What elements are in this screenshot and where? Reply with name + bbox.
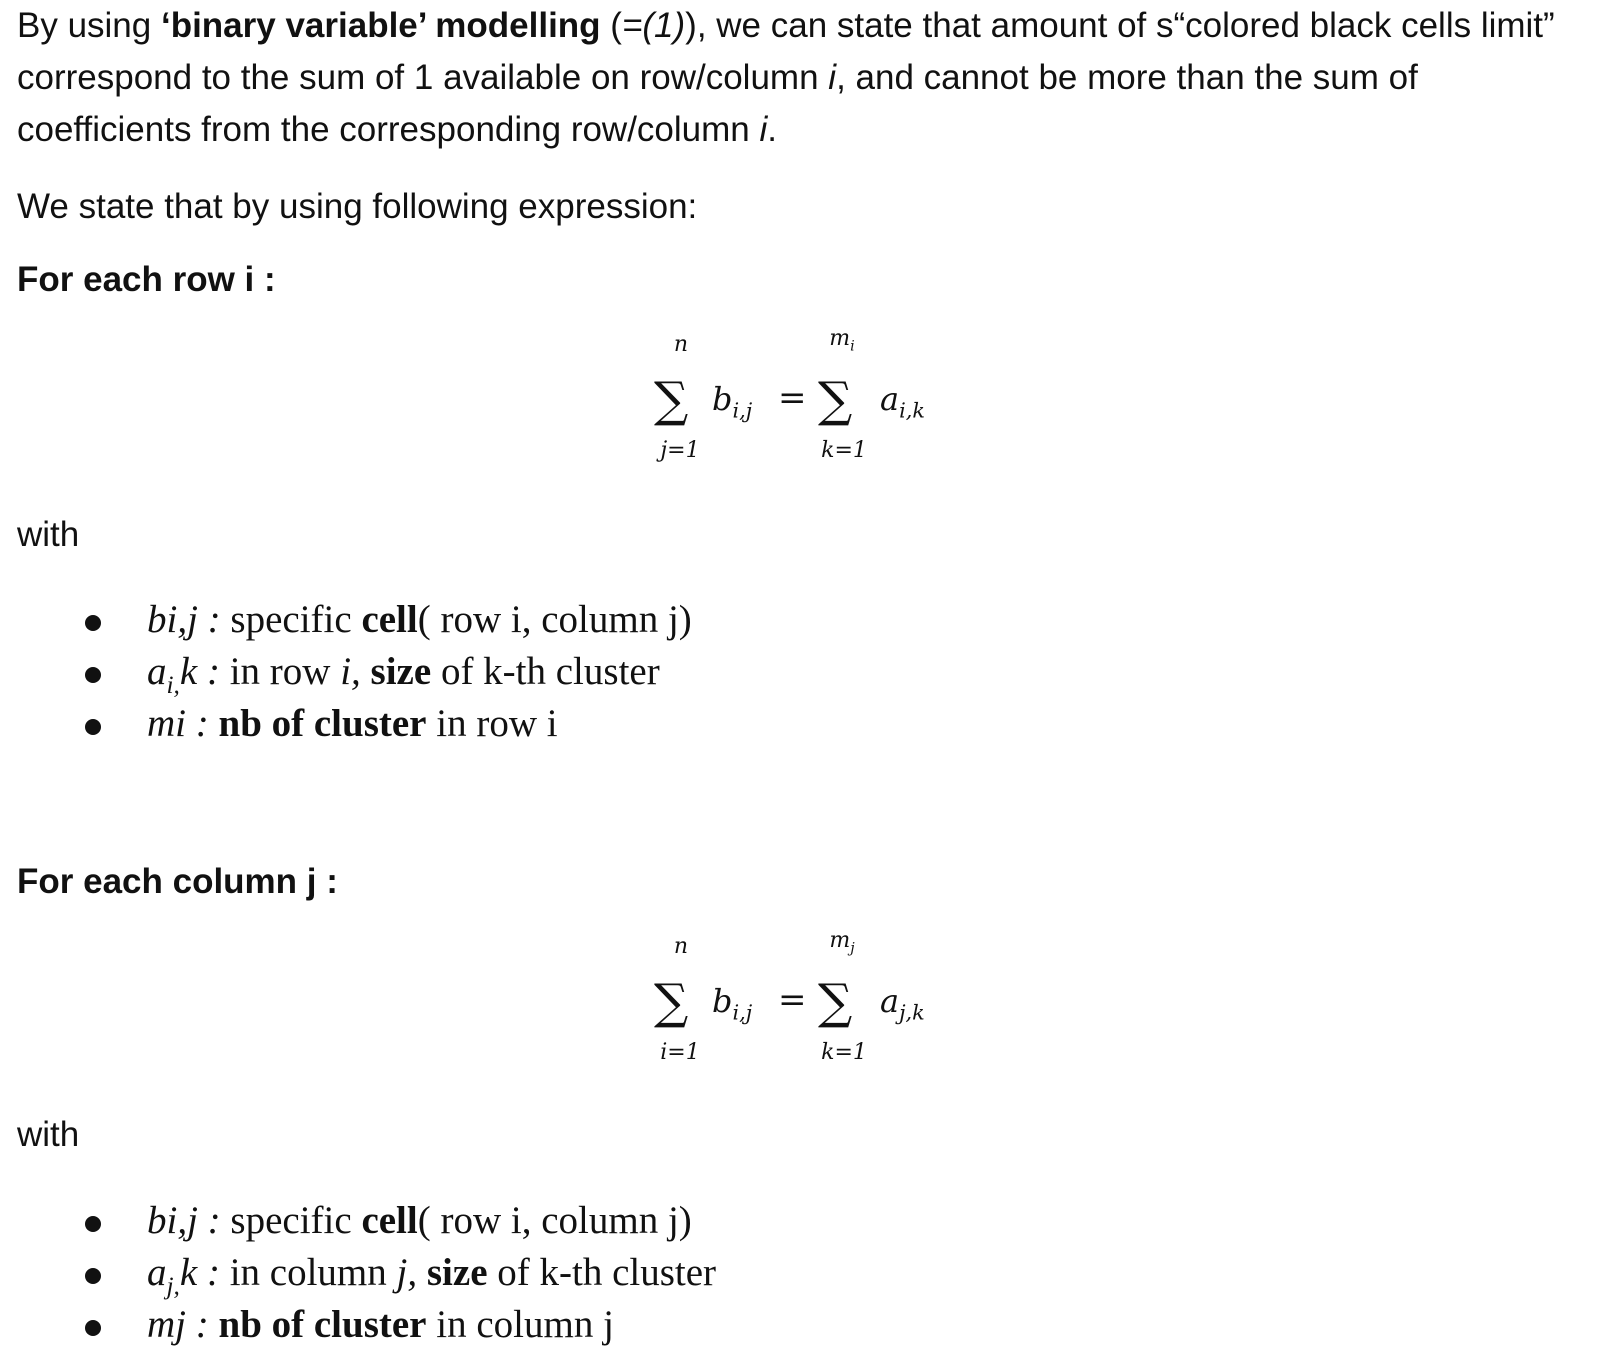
- list-item: [0, 646, 692, 698]
- rhs-term: [880, 982, 925, 1024]
- lhs-sum-upper-limit: n: [673, 934, 689, 959]
- row-definitions-list: [0, 594, 692, 750]
- def-symbol-rest: k :: [179, 650, 220, 693]
- rhs-subscript: j,k: [899, 1000, 925, 1025]
- def-text: specific: [220, 598, 362, 641]
- intro-ref: =(1): [621, 6, 686, 45]
- rhs-variable: a: [880, 380, 900, 418]
- def-text: ( row i, column j): [417, 1199, 692, 1242]
- column-definitions-list: [0, 1195, 716, 1351]
- rhs-sum-lower-limit: k=1: [821, 1040, 867, 1065]
- lhs-sum-lower-limit: j=1: [660, 438, 700, 463]
- def-text: of k-th cluster: [487, 1251, 717, 1294]
- sigma-symbol: ∑: [818, 974, 853, 1030]
- list-item: [0, 1195, 716, 1247]
- def-bold: cell: [361, 1199, 418, 1242]
- intro-var: i: [759, 110, 768, 149]
- with-label: with: [17, 515, 80, 554]
- def-symbol: bi,j :: [147, 598, 221, 641]
- def-bold: size: [360, 650, 432, 693]
- intro-paragraph: [17, 0, 1555, 156]
- list-item: [0, 698, 692, 750]
- def-italic: i,: [340, 650, 361, 693]
- lhs-sum-lower-limit: i=1: [660, 1040, 700, 1065]
- sigma-symbol: ∑: [818, 372, 853, 428]
- def-symbol-base: a: [147, 650, 167, 693]
- list-item: [0, 1247, 716, 1299]
- lhs-subscript: i,j: [732, 398, 753, 423]
- list-item: [0, 594, 692, 646]
- def-text: ( row i, column j): [417, 598, 692, 641]
- row-equation: [650, 326, 1050, 480]
- intro-text: .: [767, 110, 778, 149]
- def-symbol: [147, 1251, 220, 1300]
- def-text: in row i: [426, 702, 558, 745]
- def-bold: cell: [361, 598, 418, 641]
- def-symbol-sub: i,: [166, 670, 180, 699]
- lhs-variable: b: [712, 982, 733, 1020]
- rhs-subscript: i,k: [899, 398, 925, 423]
- statement-paragraph: We state that by using following expression:: [17, 187, 698, 226]
- lhs-term: [712, 380, 752, 422]
- column-heading: For each column j :: [17, 862, 338, 901]
- def-symbol: [147, 650, 220, 699]
- def-symbol-base: a: [147, 1251, 167, 1294]
- def-text: in column: [219, 1251, 397, 1294]
- sigma-symbol: ∑: [654, 974, 689, 1030]
- equals-sign: =: [778, 980, 807, 1020]
- with-label: with: [17, 1115, 80, 1154]
- def-symbol: mj :: [147, 1303, 209, 1346]
- rhs-variable: a: [880, 982, 900, 1020]
- rhs-sum-upper-limit: [802, 928, 882, 956]
- intro-text: ), we can state that amount of s“colored black cells limit”: [685, 6, 1555, 45]
- intro-text: (: [600, 6, 622, 45]
- rhs-upper-sub: i: [850, 338, 855, 355]
- intro-text: By using: [17, 6, 161, 45]
- def-bold: nb of cluster: [208, 702, 427, 745]
- intro-text: , and cannot be more than the sum of: [836, 58, 1418, 97]
- intro-text: coefficients from the corresponding row/column: [17, 110, 760, 149]
- intro-text: correspond to the sum of 1 available on row/column: [17, 58, 829, 97]
- lhs-variable: b: [712, 380, 733, 418]
- list-item: [0, 1299, 716, 1351]
- def-bold: size: [417, 1251, 488, 1294]
- sigma-symbol: ∑: [654, 372, 689, 428]
- def-text: of k-th cluster: [431, 650, 660, 693]
- lhs-sum-upper-limit: n: [673, 332, 689, 357]
- def-text: specific: [220, 1199, 362, 1242]
- rhs-sum-lower-limit: k=1: [821, 438, 867, 463]
- def-symbol: bi,j :: [147, 1199, 221, 1242]
- def-italic: j,: [396, 1251, 418, 1294]
- def-symbol-sub: j,: [166, 1271, 180, 1300]
- intro-bold-term: ‘binary variable’ modelling: [160, 6, 601, 45]
- rhs-upper-sub: j: [850, 940, 855, 957]
- def-bold: nb of cluster: [208, 1303, 427, 1346]
- def-text: in row: [219, 650, 341, 693]
- rhs-sum-upper-limit: [802, 326, 882, 354]
- rhs-upper-var: m: [829, 928, 851, 953]
- def-symbol-rest: k :: [179, 1251, 220, 1294]
- lhs-term: [712, 982, 752, 1024]
- def-symbol: mi :: [147, 702, 209, 745]
- lhs-subscript: i,j: [732, 1000, 753, 1025]
- def-text: in column j: [426, 1303, 614, 1346]
- column-equation: [650, 928, 1050, 1082]
- rhs-term: [880, 380, 925, 422]
- rhs-upper-var: m: [829, 326, 851, 351]
- row-heading: For each row i :: [17, 260, 276, 299]
- equals-sign: =: [778, 378, 807, 418]
- intro-var: i: [828, 58, 837, 97]
